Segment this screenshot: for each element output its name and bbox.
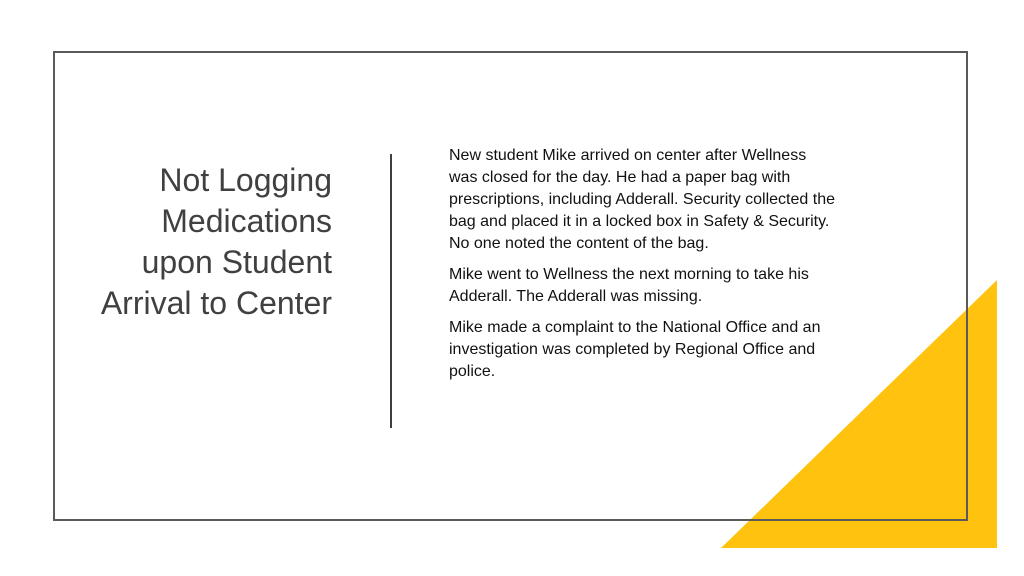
body-paragraph: Mike made a complaint to the National Office and an investigation was completed by Regional Office and police.	[449, 319, 821, 380]
vertical-divider	[390, 154, 392, 428]
body-paragraph: Mike went to Wellness the next morning to take his Adderall. The Adderall was missing.	[449, 266, 809, 305]
slide-title: Not Logging Medications upon Student Arrival to Center	[100, 162, 332, 321]
body-paragraph: New student Mike arrived on center after Wellness was closed for the day. He had a paper bag with prescriptions, including Adderall. Security collected the bag and placed it in a locked box in Safety & Security. No one noted the content of the bag.	[449, 147, 835, 252]
slide-body	[449, 145, 839, 392]
